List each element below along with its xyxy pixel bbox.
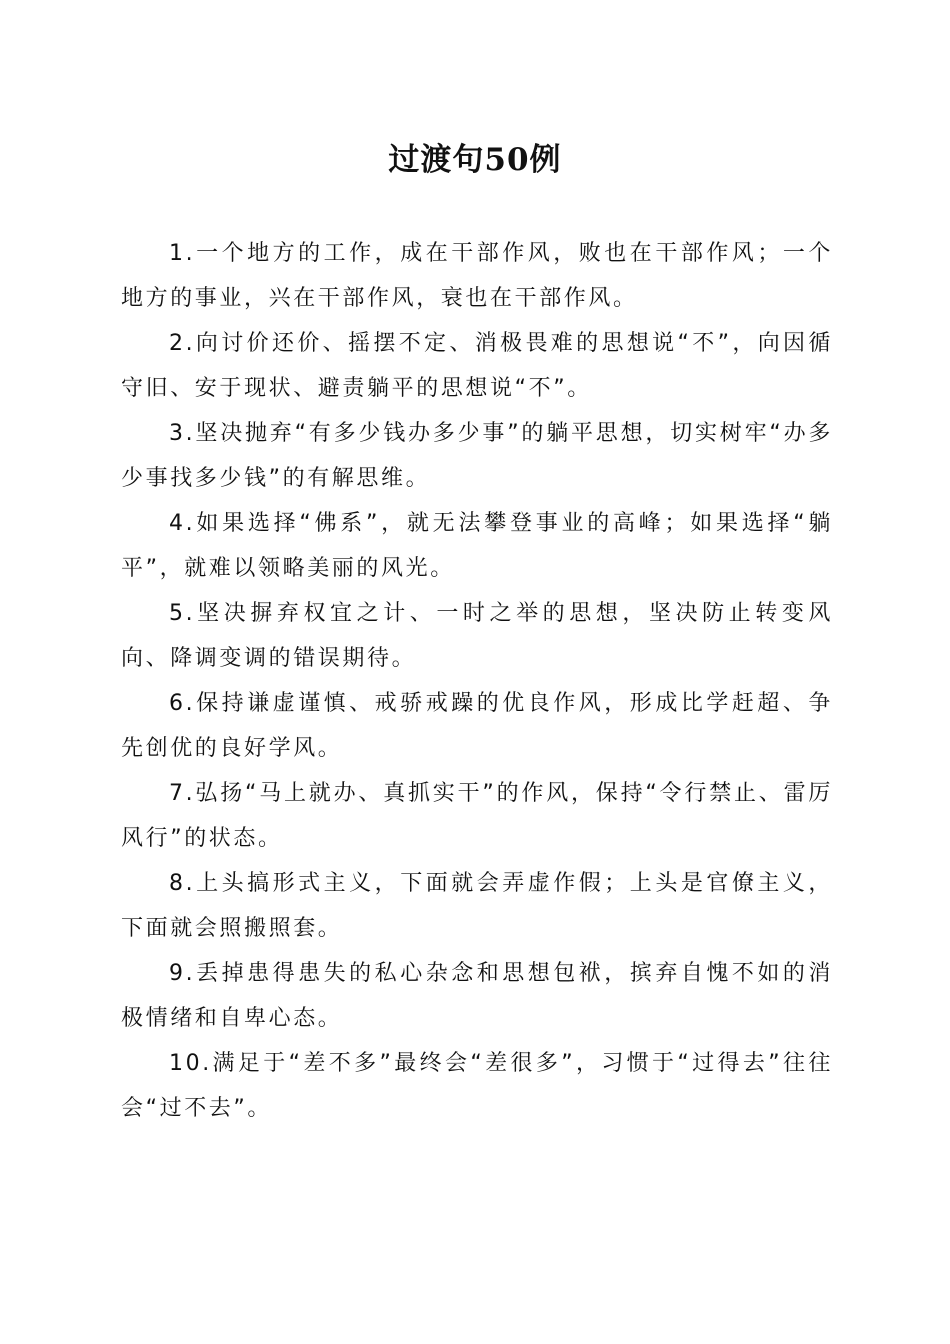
paragraph-9: 9.丢掉患得患失的私心杂念和思想包袱，摈弃自愧不如的消极情绪和自卑心态。 xyxy=(121,961,833,1031)
paragraph-8: 8.上头搞形式主义，下面就会弄虚作假；上头是官僚主义，下面就会照搬照套。 xyxy=(121,871,833,941)
paragraph-7: 7.弘扬“马上就办、真抓实干”的作风，保持“令行禁止、雷厉风行”的状态。 xyxy=(121,781,833,851)
paragraph-4: 4.如果选择“佛系”，就无法攀登事业的高峰；如果选择“躺平”，就难以领略美丽的风光。 xyxy=(121,511,833,581)
document-title: 过渡句50例 xyxy=(388,142,562,178)
paragraph-6: 6.保持谦虚谨慎、戒骄戒躁的优良作风，形成比学赶超、争先创优的良好学风。 xyxy=(121,691,833,761)
document-body xyxy=(121,231,833,1131)
paragraph-2: 2.向讨价还价、摇摆不定、消极畏难的思想说“不”，向因循守旧、安于现状、避责躺平的思想说“不”。 xyxy=(121,331,833,401)
paragraph-5: 5.坚决摒弃权宜之计、一时之举的思想，坚决防止转变风向、降调变调的错误期待。 xyxy=(121,601,833,671)
paragraph-3: 3.坚决抛弃“有多少钱办多少事”的躺平思想，切实树牢“办多少事找多少钱”的有解思维。 xyxy=(121,421,833,491)
paragraph-1: 1.一个地方的工作，成在干部作风，败也在干部作风；一个地方的事业，兴在干部作风，衰也在干部作风。 xyxy=(121,241,833,311)
paragraph-10: 10.满足于“差不多”最终会“差很多”，习惯于“过得去”往往会“过不去”。 xyxy=(121,1051,833,1121)
